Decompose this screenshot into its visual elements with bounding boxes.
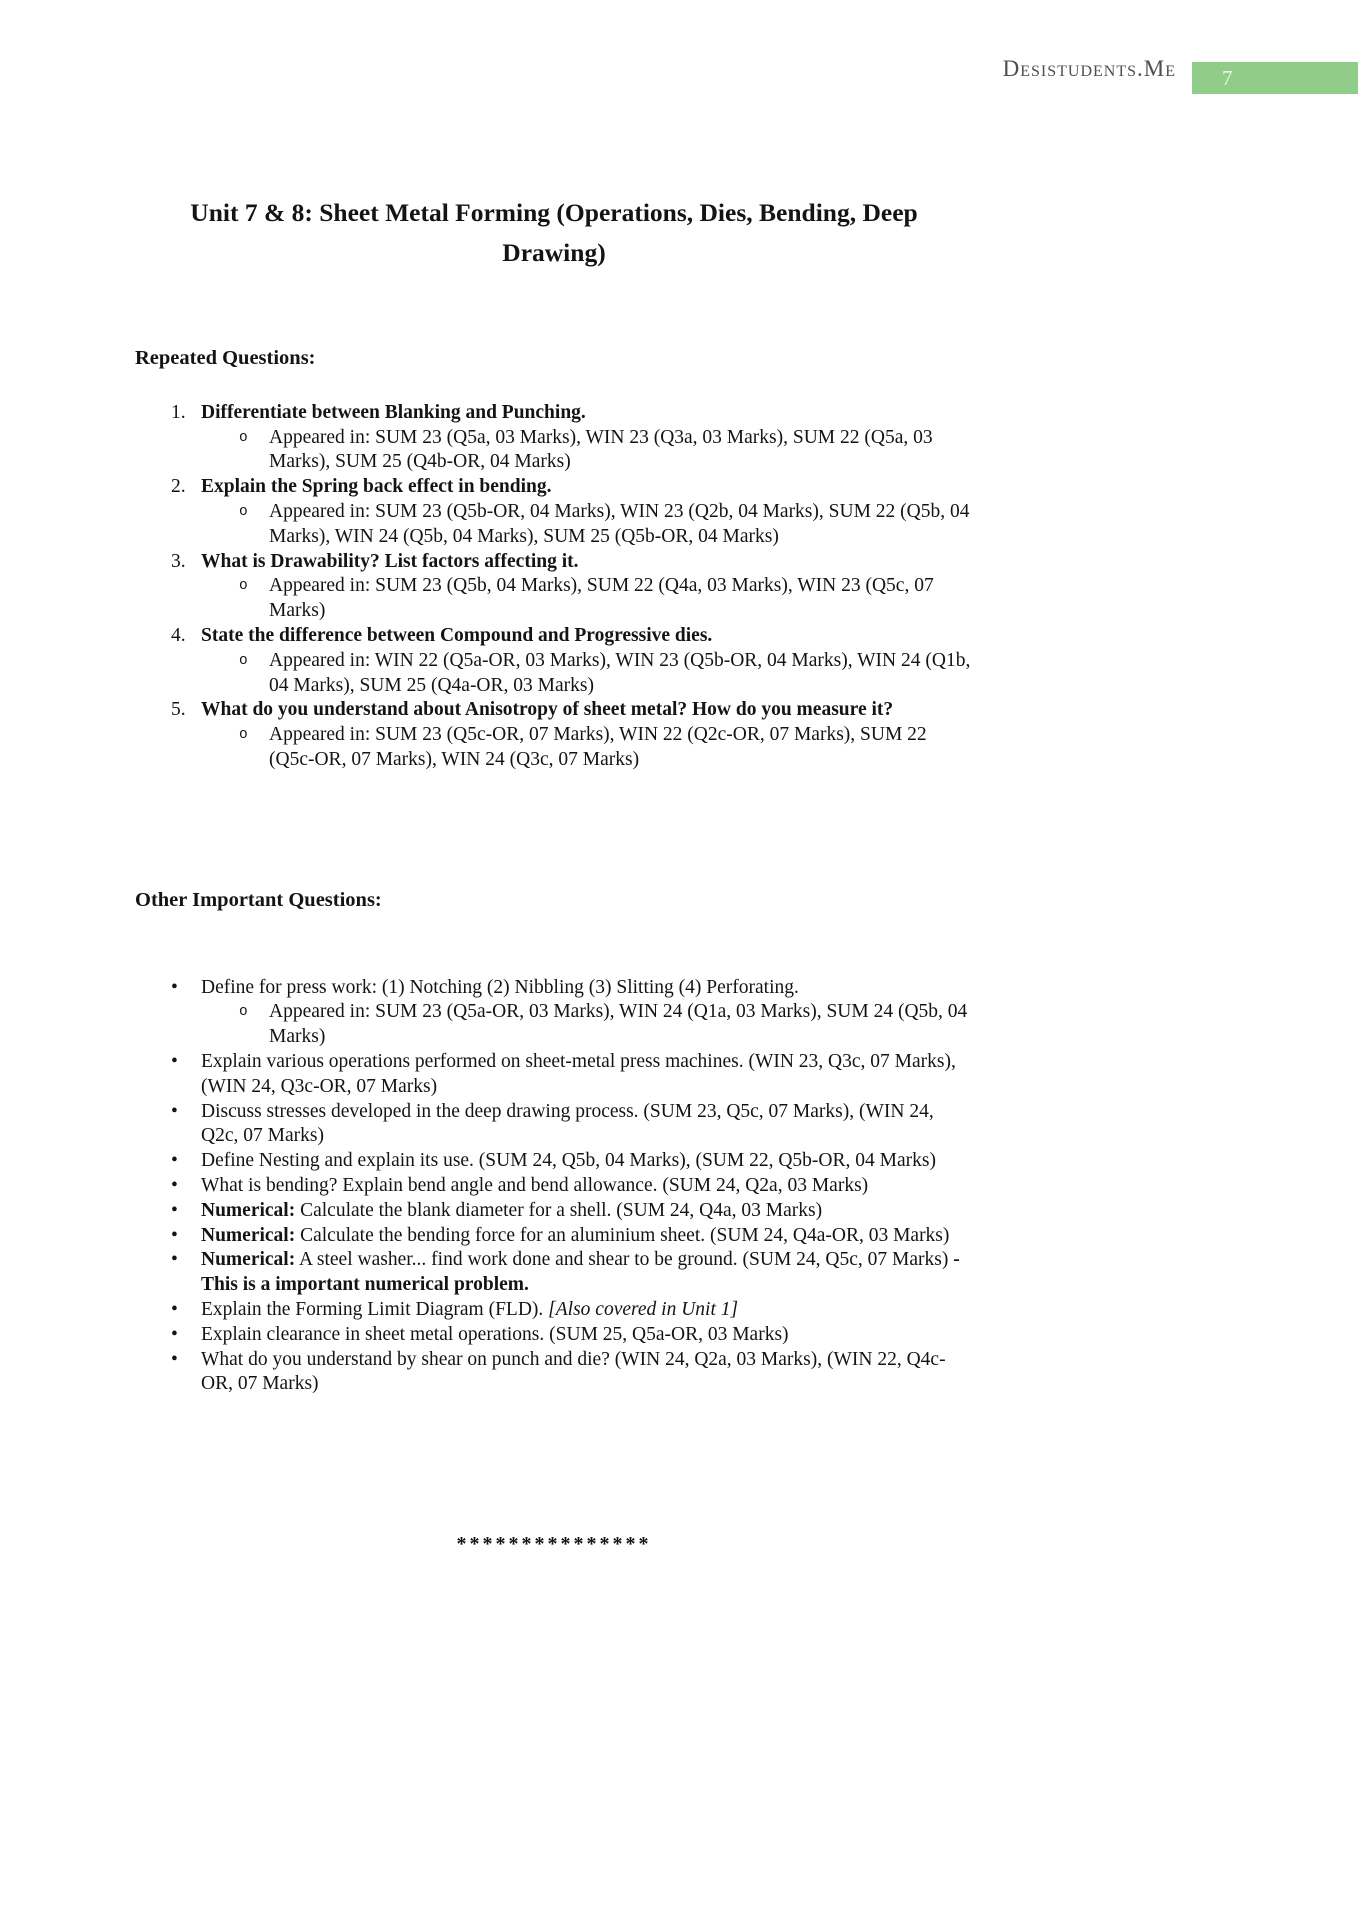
item-number: 2. [171,476,186,498]
question-text [201,1298,973,1323]
question-item [135,1100,973,1150]
circle-bullet-icon: o [239,503,248,520]
item-number: 3. [171,550,186,572]
bullet-icon: • [171,1224,178,1246]
question-item [135,1348,973,1398]
bullet-icon: • [171,1348,178,1370]
appeared-in-text: Appeared in: SUM 23 (Q5b-OR, 04 Marks), WIN 23 (Q2b, 04 Marks), SUM 22 (Q5b, 04 Marks), WIN 24 (Q5b, 04 Marks), SUM 25 (Q5b-OR, 04 Marks) [269,500,970,547]
question-text: What do you understand by shear on punch and die? (WIN 24, Q2a, 03 Marks), (WIN 22, Q4c-OR, 07 Marks) [201,1348,946,1395]
question-item [135,1298,973,1323]
bold-lead: Numerical: [201,1249,296,1271]
question-title: What do you understand about Anisotropy of sheet metal? How do you measure it? [201,699,894,721]
question-item [135,1199,973,1224]
appeared-in-text: Appeared in: SUM 23 (Q5a-OR, 03 Marks), WIN 24 (Q1a, 03 Marks), SUM 24 (Q5b, 04 Marks) [269,1001,968,1048]
question-text-body: Calculate the bending force for an aluminium sheet. (SUM 24, Q4a-OR, 03 Marks) [295,1224,950,1246]
separator-stars: *************** [456,1533,652,1556]
question-item [135,401,973,475]
question-text [201,1199,973,1224]
question-item [135,1050,973,1100]
bullet-icon: • [171,1249,178,1271]
question-title: Differentiate between Blanking and Punching. [201,401,586,423]
question-text-body: A steel washer... find work done and shear to be ground. (SUM 24, Q5c, 07 Marks) [295,1249,954,1271]
circle-bullet-icon: o [239,429,248,446]
question-item [135,550,973,624]
bold-lead: Numerical: [201,1199,296,1221]
bullet-icon: • [171,1199,178,1221]
circle-bullet-icon: o [239,1004,248,1021]
question-item [135,624,973,698]
other-important-questions-heading: Other Important Questions: [135,888,382,911]
item-number: 4. [171,624,186,646]
site-name-text: Desistudents.Me [1002,56,1176,81]
bullet-icon: • [171,976,178,998]
bullet-icon: • [171,1150,178,1172]
question-item [135,698,973,772]
question-text: Explain various operations performed on sheet-metal press machines. (WIN 23, Q3c, 07 Marks), (WIN 24, Q3c-OR, 07 Marks) [201,1050,956,1097]
question-text-body: Explain the Forming Limit Diagram (FLD). [201,1298,549,1320]
question-text: Discuss stresses developed in the deep drawing process. (SUM 23, Q5c, 07 Marks), (WIN 24, Q2c, 07 Marks) [201,1100,934,1147]
item-number: 5. [171,699,186,721]
page-title: Unit 7 & 8: Sheet Metal Forming (Operations, Dies, Bending, Deep Drawing) [190,198,918,267]
bullet-icon: • [171,1298,178,1320]
question-item [135,1323,973,1348]
appeared-in-text: Appeared in: SUM 23 (Q5b, 04 Marks), SUM 22 (Q4a, 03 Marks), WIN 23 (Q5c, 07 Marks) [269,575,934,622]
repeated-questions-heading: Repeated Questions: [135,347,316,369]
question-text [201,1248,973,1298]
question-item [135,1224,973,1249]
question-item [135,475,973,549]
circle-bullet-icon: o [239,652,248,669]
question-title: State the difference between Compound and Progressive dies. [201,624,713,646]
page-number: 7 [1222,66,1233,90]
question-text: Define Nesting and explain its use. (SUM 24, Q5b, 04 Marks), (SUM 22, Q5b-OR, 04 Marks) [201,1150,936,1172]
appeared-in-text: Appeared in: SUM 23 (Q5a, 03 Marks), WIN 23 (Q3a, 03 Marks), SUM 22 (Q5a, 03 Marks), SUM 25 (Q4b-OR, 04 Marks) [269,426,933,473]
question-item [135,1248,973,1298]
bold-tail: - This is a important numerical problem. [201,1249,960,1296]
bullet-icon: • [171,1100,178,1122]
repeated-questions-list [135,401,973,773]
question-item [135,1174,973,1199]
question-title: Explain the Spring back effect in bending. [201,476,552,498]
question-item [135,976,973,1050]
question-text: Define for press work: (1) Notching (2) Nibbling (3) Slitting (4) Perforating. [201,976,799,998]
circle-bullet-icon: o [239,727,248,744]
question-text: What is bending? Explain bend angle and bend allowance. (SUM 24, Q2a, 03 Marks) [201,1174,869,1196]
bullet-icon: • [171,1174,178,1196]
bullet-icon: • [171,1323,178,1345]
question-text [201,1224,973,1249]
question-text: Explain clearance in sheet metal operations. (SUM 25, Q5a-OR, 03 Marks) [201,1323,789,1345]
question-title: What is Drawability? List factors affecting it. [201,550,579,572]
appeared-in-text: Appeared in: WIN 22 (Q5a-OR, 03 Marks), WIN 23 (Q5b-OR, 04 Marks), WIN 24 (Q1b, 04 Marks), SUM 25 (Q4a-OR, 03 Marks) [269,649,971,696]
appeared-in-text: Appeared in: SUM 23 (Q5c-OR, 07 Marks), WIN 22 (Q2c-OR, 07 Marks), SUM 22 (Q5c-OR, 07 Marks), WIN 24 (Q3c, 07 Marks) [269,724,927,770]
question-item [135,1149,973,1174]
italic-note: [Also covered in Unit 1] [548,1298,739,1320]
document-body [135,0,973,1557]
item-number: 1. [171,401,186,423]
question-text-body: Calculate the blank diameter for a shell. (SUM 24, Q4a, 03 Marks) [295,1199,823,1221]
page-number-box [1192,62,1358,94]
circle-bullet-icon: o [239,578,248,595]
bold-lead: Numerical: [201,1224,296,1246]
other-questions-list [135,976,973,1398]
bullet-icon: • [171,1050,178,1072]
